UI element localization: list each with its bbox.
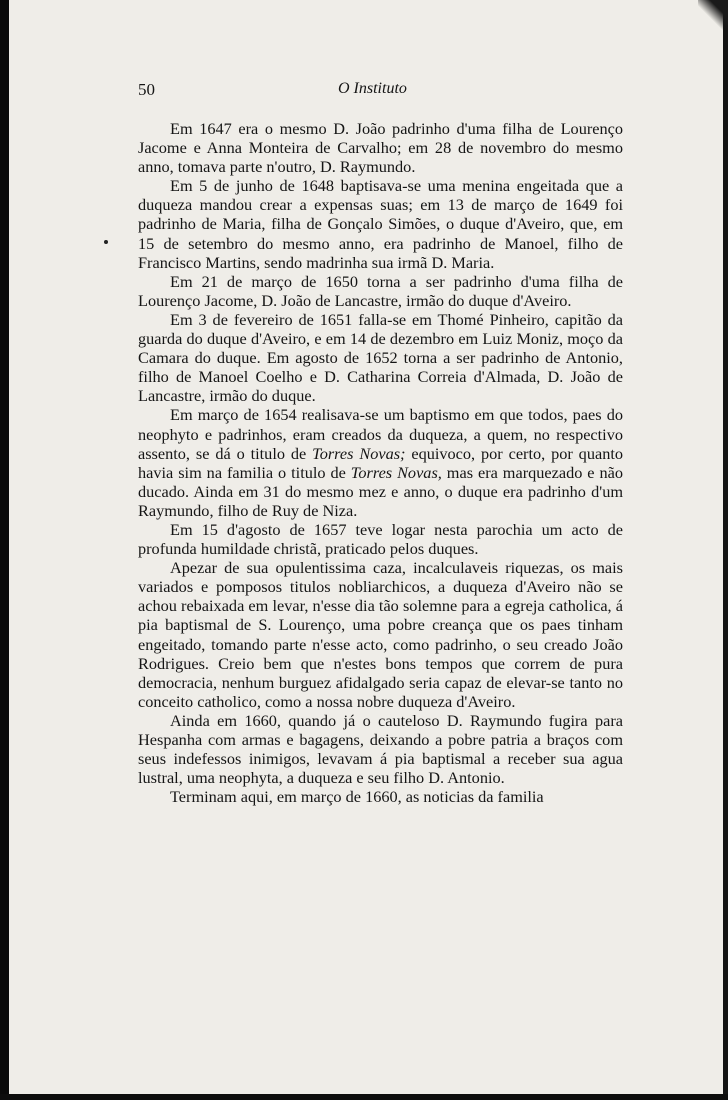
paragraph: Apezar de sua opulentissima caza, incalculaveis riquezas, os mais variados e pomposos titulos nobliarchicos, a duqueza d'Aveiro não se achou rebaixada em levar, n'esse dia tão solemne para a egreja catholica, á pia baptismal de S. Lourenço, uma pobre creança que os paes tinham engeitado, tomando parte n'esse acto, como padrinho, o seu creado João Rodrigues. Creio bem que n'estes bons tempos que correm de pura democracia, nenhum burguez afidalgado seria capaz de elevar-se tanto no conceito catholico, como a nossa nobre duqueza d'Aveiro. [138,558,623,711]
paragraph: Em 1647 era o mesmo D. João padrinho d'uma filha de Lourenço Jacome e Anna Monteira de Carvalho; em 28 de novembro do mesmo anno, tomava parte n'outro, D. Raymundo. [138,119,623,177]
italic-title: Torres Novas; [312,443,406,463]
body-text [138,119,623,806]
paragraph: Em 3 de fevereiro de 1651 falla-se em Thomé Pinheiro, capitão da guarda do duque d'Aveiro, e em 14 de dezembro em Luiz Moniz, moço da Camara do duque. Em agosto de 1652 torna a ser padrinho de Antonio, filho de Manoel Coelho e D. Catharina Correia d'Almada, D. João de Lancastre, irmão do duque. [138,309,623,406]
page-number: 50 [138,80,155,99]
paragraph: Ainda em 1660, quando já o cauteloso D. Raymundo fugira para Hespanha com armas e bagagens, deixando a pobre patria a braços com seus indefessos inimigos, levavam á pia baptismal a receber sua agua lustral, uma neophyta, a duqueza e seu filho D. Antonio. [138,710,623,788]
margin-mark [104,240,108,244]
paragraph: Em 21 de março de 1650 torna a ser padrinho d'uma filha de Lourenço Jacome, D. João de Lancastre, irmão do duque d'Aveiro. [138,271,623,310]
scan-edge-bottom [0,1094,728,1100]
text-run: Em março de 1654 realisava-se um baptismo em que todos, paes do neophyto e padrinhos, eram creados da duqueza, a quem, no respectivo assento, se dá o titulo de [138,405,623,463]
paragraph: Em 5 de junho de 1648 baptisava-se uma menina engeitada que a duqueza mandou crear a expensas suas; em 13 de março de 1649 foi padrinho de Maria, filha de Gonçalo Simões, o duque d'Aveiro, que, em 15 de setembro do mesmo anno, era padrinho de Manoel, filho de Francisco Martins, sendo madrinha sua irmã D. Maria. [138,176,623,272]
paragraph: Em 15 d'agosto de 1657 teve logar nesta parochia um acto de profunda humildade christã, praticado pelos duques. [138,519,623,559]
scan-corner-shadow [698,0,728,30]
scan-edge-right [723,0,728,1100]
italic-title: Torres Novas, [350,462,442,482]
paragraph [138,405,623,520]
page-header [138,80,623,104]
running-title: O Instituto [338,80,407,97]
text-run: equivoco, por certo, por quanto havia sim na familia o titulo de [138,443,623,482]
paragraph: Terminam aqui, em março de 1660, as noticias da familia [170,787,544,807]
text-run: mas era marquezado e não ducado. Ainda em 31 do mesmo mez e anno, o duque era padrinho d'um Raymundo, filho de Ruy de Niza. [138,462,623,520]
scan-edge-left [0,0,9,1100]
